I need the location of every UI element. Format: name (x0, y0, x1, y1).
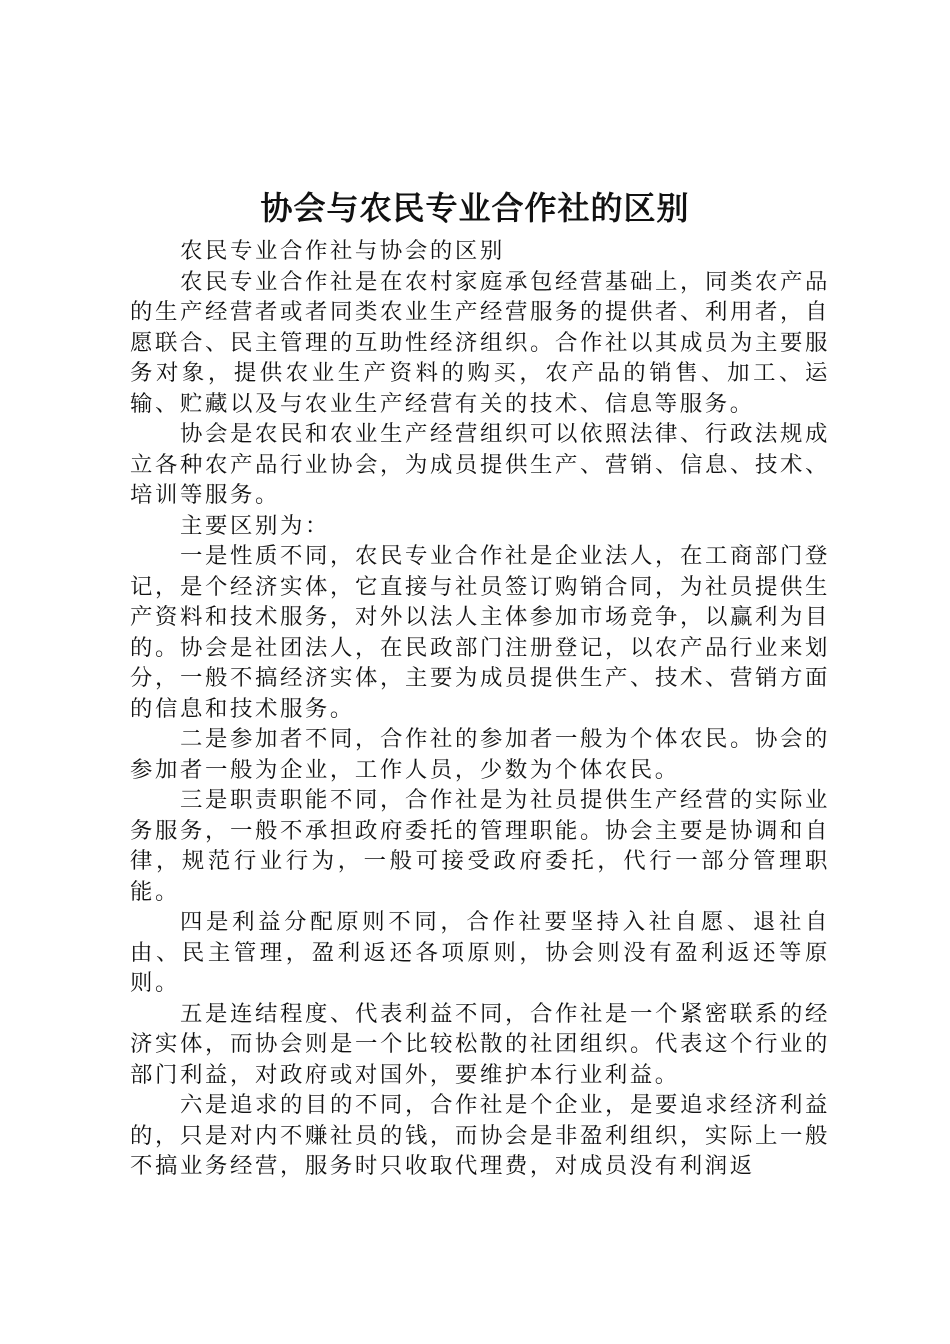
document-title: 协会与农民专业合作社的区别 (260, 189, 690, 227)
paragraph-difference-functions: 三是职责职能不同，合作社是为社员提供生产经营的实际业务服务，一般不承担政府委托的管理职能。协会主要是协调和自律，规范行业行为，一般可接受政府委托，代行一部分管理职能。 (130, 787, 830, 905)
paragraph-cooperative-definition: 农民专业合作社是在农村家庭承包经营基础上，同类农产品的生产经营者或者同类农业生产经营服务的提供者、利用者，自愿联合、民主管理的互助性经济组织。合作社以其成员为主要服务对象，提供农业生产资料的购买，农产品的销售、加工、运输、贮藏以及与农业生产经营有关的技术、信息等服务。 (130, 268, 830, 417)
paragraph-difference-connection: 五是连结程度、代表利益不同，合作社是一个紧密联系的经济实体，而协会则是一个比较松散的社团组织。代表这个行业的部门利益，对政府或对国外，要维护本行业利益。 (130, 1000, 830, 1088)
paragraph-difference-nature: 一是性质不同，农民专业合作社是企业法人，在工商部门登记，是个经济实体，它直接与社员签订购销合同，为社员提供生产资料和技术服务，对外以法人主体参加市场竞争，以赢利为目的。协会是社团法人，在民政部门注册登记，以农产品行业来划分，一般不搞经济实体，主要为成员提供生产、技术、营销方面的信息和技术服务。 (130, 543, 830, 722)
paragraph-main-differences-heading: 主要区别为： (180, 512, 330, 539)
document-body (130, 236, 830, 1182)
paragraph-difference-purpose: 六是追求的目的不同，合作社是个企业，是要追求经济利益的，只是对内不赚社员的钱，而协会是非盈利组织，实际上一般不搞业务经营，服务时只收取代理费，对成员没有利润返 (130, 1092, 830, 1179)
paragraph-association-definition: 协会是农民和农业生产经营组织可以依照法律、行政法规成立各种农产品行业协会，为成员提供生产、营销、信息、技术、培训等服务。 (130, 421, 830, 508)
paragraph-subtitle: 农民专业合作社与协会的区别 (180, 238, 505, 264)
paragraph-difference-participants: 二是参加者不同，合作社的参加者一般为个体农民。协会的参加者一般为企业，工作人员，少数为个体农民。 (130, 726, 830, 783)
paragraph-difference-distribution: 四是利益分配原则不同，合作社要坚持入社自愿、退社自由、民主管理，盈利返还各项原则，协会则没有盈利返还等原则。 (130, 909, 830, 996)
